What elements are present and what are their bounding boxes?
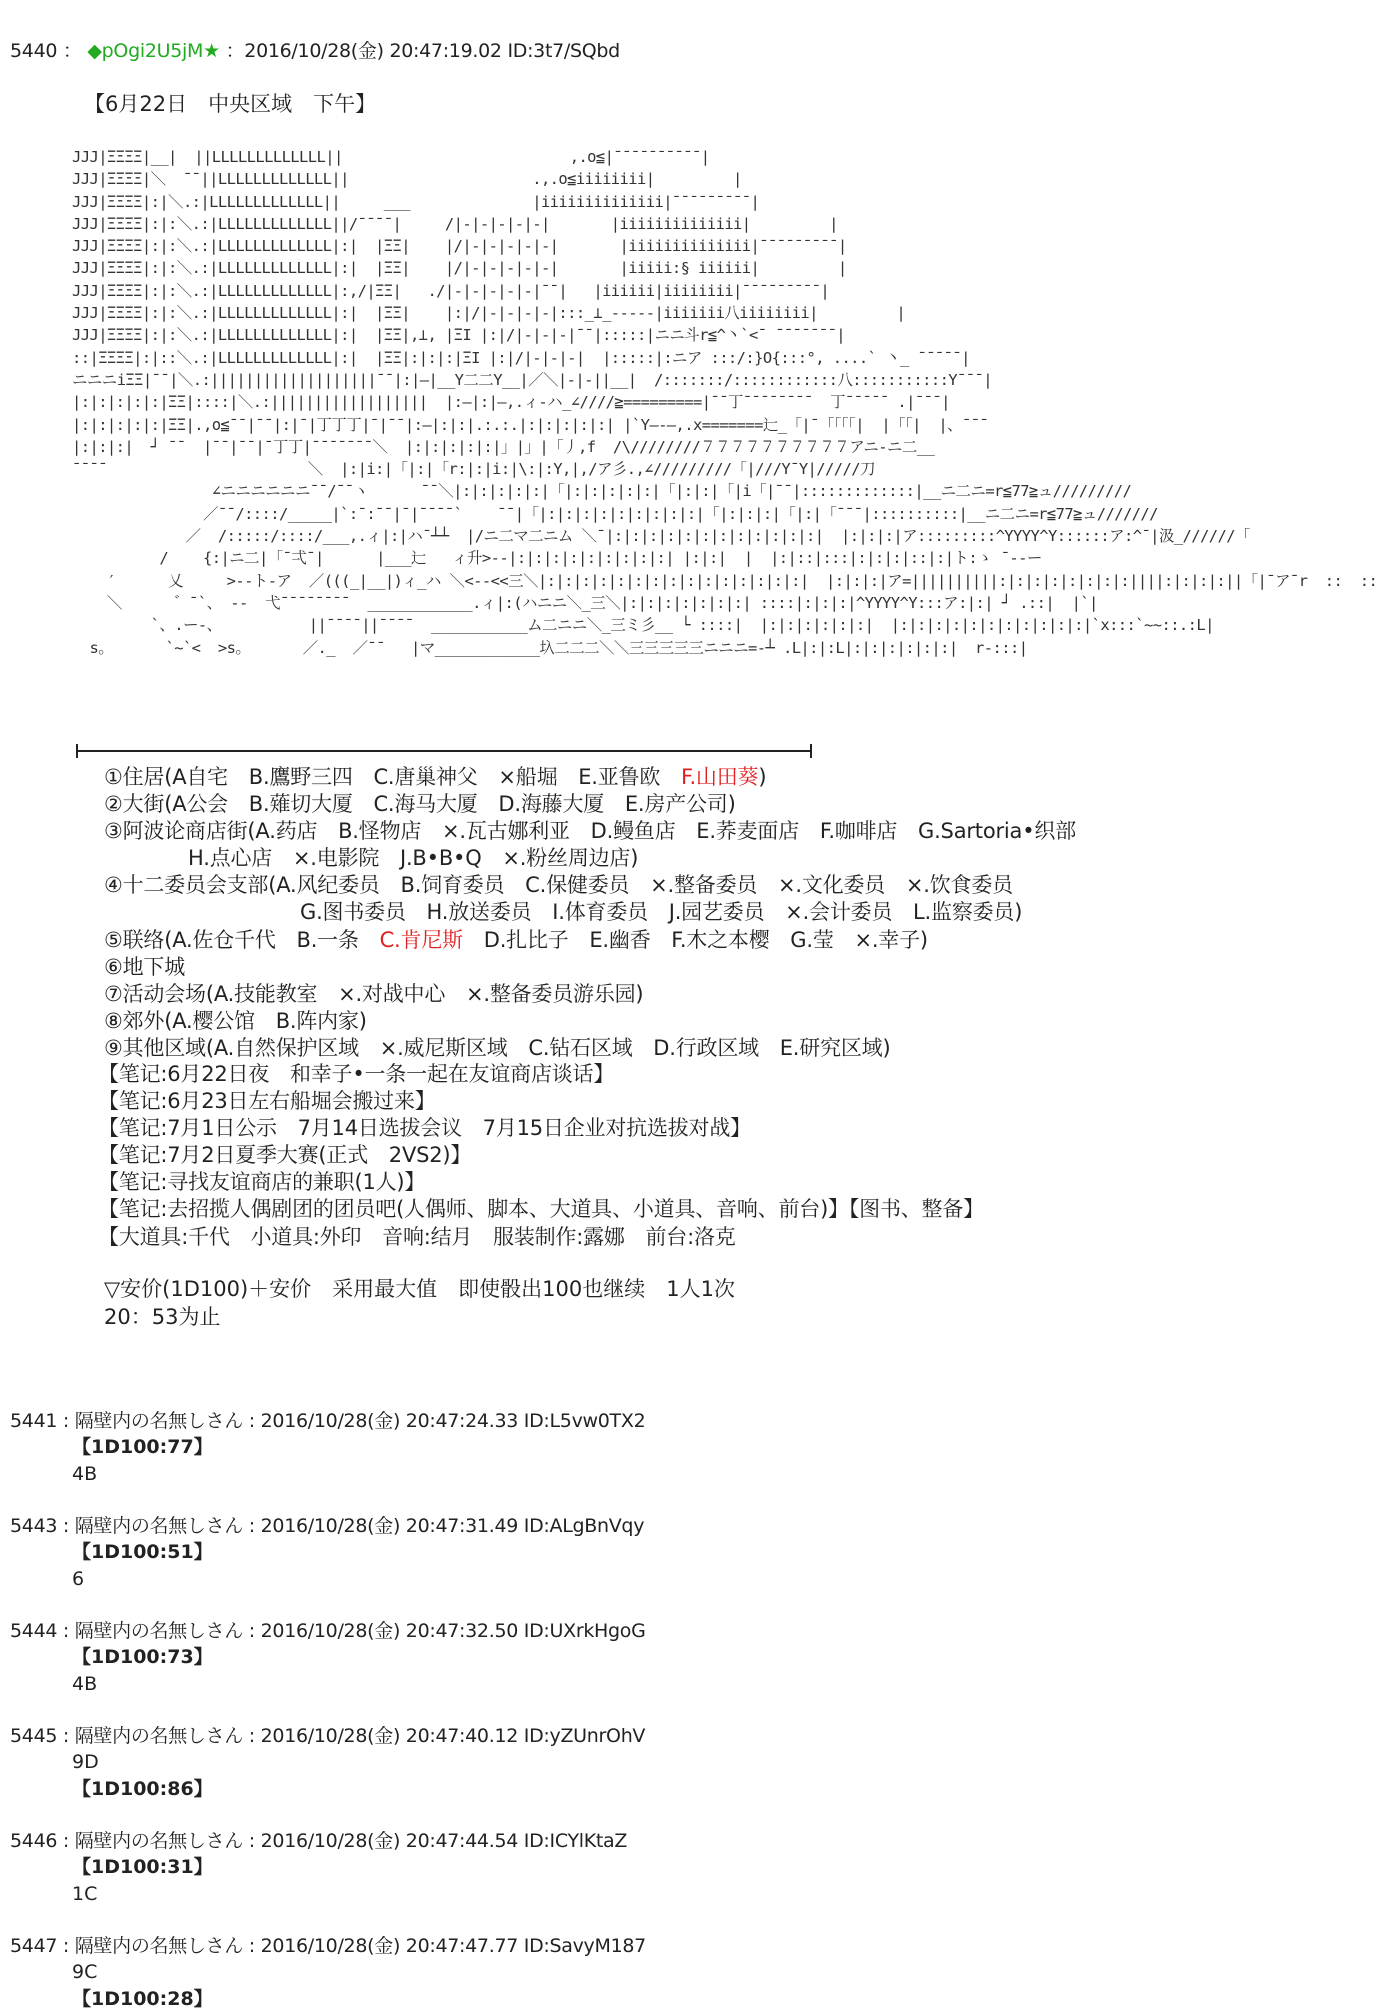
dice-result: 【1D100:28】 bbox=[72, 1988, 213, 2010]
reply-text: 4B bbox=[72, 1673, 98, 1695]
menu-text: H.点心店 ×.电影院 J.B•B•Q ×.粉丝周边店) bbox=[188, 846, 639, 871]
menu-line bbox=[104, 764, 1076, 791]
scene-title: 【6月22日 中央区域 下午】 bbox=[84, 92, 377, 116]
menu-line bbox=[104, 872, 1076, 899]
reply-header[interactable]: 5447 : 隔壁内の名無しさん : 2016/10/28(金) 20:47:47.77 ID:SavyM187 bbox=[10, 1935, 646, 1957]
menu-text: ⑨其他区域(A.自然保护区域 ×.威尼斯区域 C.钻石区域 D.行政区域 E.研究区域) bbox=[104, 1035, 891, 1060]
menu-text: ②大街(A公会 B.薙切大厦 C.海马大厦 D.海藤大厦 E.房产公司) bbox=[104, 792, 736, 817]
post-number[interactable]: 5440 bbox=[10, 40, 58, 62]
reply-post bbox=[10, 1618, 646, 1698]
menu-line bbox=[104, 981, 1076, 1008]
menu-text: ①住居(A自宅 B.鷹野三四 C.唐巢神父 ×船堀 E.亚鲁欧 bbox=[104, 765, 681, 789]
menu-text: ③阿波论商店街(A.药店 B.怪物店 ×.瓦古娜利亚 D.鳗鱼店 E.荞麦面店 F.咖啡店 G.Sartoria•织部 bbox=[104, 819, 1076, 844]
menu-text: ⑤联络(A.佐仓千代 B.一条 bbox=[104, 927, 380, 952]
notes-list bbox=[98, 1061, 984, 1251]
prompt-line: 20：53为止 bbox=[104, 1304, 221, 1329]
note-line: 【笔记:寻找友谊商店的兼职(1人)】 bbox=[98, 1170, 426, 1195]
menu-text: D.扎比子 E.幽香 F.木之本樱 G.莹 ×.幸子) bbox=[462, 927, 928, 952]
reply-header[interactable]: 5445 : 隔壁内の名無しさん : 2016/10/28(金) 20:47:40.12 ID:yZUnrOhV bbox=[10, 1725, 646, 1747]
op-post-header bbox=[10, 38, 620, 64]
reply-header[interactable]: 5441 : 隔壁内の名無しさん : 2016/10/28(金) 20:47:24.33 ID:L5vw0TX2 bbox=[10, 1410, 646, 1432]
menu-line bbox=[104, 1008, 1076, 1035]
dice-result: 【1D100:51】 bbox=[72, 1541, 213, 1563]
post-meta: ：2016/10/28(金) 20:47:19.02 ID:3t7/SQbd bbox=[225, 40, 620, 62]
dice-result: 【1D100:73】 bbox=[72, 1646, 213, 1668]
menu-text: ④十二委员会支部(A.风纪委员 B.饲育委员 C.保健委员 ×.整备委员 ×.文化委员 ×.饮食委员 bbox=[104, 873, 1013, 898]
reply-post bbox=[10, 1933, 646, 2013]
menu-line bbox=[104, 927, 1076, 954]
menu-line bbox=[104, 818, 1076, 845]
reply-post bbox=[10, 1513, 644, 1593]
reply-header[interactable]: 5444 : 隔壁内の名無しさん : 2016/10/28(金) 20:47:32.50 ID:UXrkHgoG bbox=[10, 1620, 646, 1642]
menu-highlight: C.肯尼斯 bbox=[379, 927, 463, 952]
dice-result: 【1D100:31】 bbox=[72, 1856, 213, 1878]
timeline-divider bbox=[76, 744, 812, 758]
reply-text: 4B bbox=[72, 1463, 98, 1485]
dice-result: 【1D100:86】 bbox=[72, 1778, 213, 1800]
vote-prompt bbox=[104, 1276, 735, 1331]
reply-header[interactable]: 5443 : 隔壁内の名無しさん : 2016/10/28(金) 20:47:31.49 ID:ALgBnVqy bbox=[10, 1515, 645, 1537]
reply-text: 9D bbox=[72, 1751, 99, 1773]
menu-text: ⑥地下城 bbox=[104, 954, 186, 979]
menu-text: ⑧郊外(A.樱公馆 B.阵内家) bbox=[104, 1008, 367, 1033]
menu-text: ) bbox=[758, 765, 767, 789]
dice-result: 【1D100:77】 bbox=[72, 1436, 213, 1458]
note-line: 【笔记:7月1日公示 7月14日选拔会议 7月15日企业对抗选拔对战】 bbox=[98, 1116, 751, 1141]
note-line: 【笔记:6月22日夜 和幸子•一条一起在友谊商店谈话】 bbox=[98, 1062, 615, 1086]
ascii-art-cityscape: JJJ|ΞΞΞΞ|__| ||LLLLLLLLLLLLL|| ,.ο≦|¯¯¯¯¯¯¯¯¯¯| JJJ|ΞΞΞΞ|＼ ¯¯||LLLLLLLLLLLLL|| .,.ο≦iiiiiiii| | JJJ|ΞΞΞΞ|:|＼.:|LLLLLLLLLLLLL|| ___ |iiiiiiiiiiiiii|¯¯¯¯¯¯¯¯¯| JJJ|ΞΞΞΞ|:|:＼.:|LLLLLLLLLLLLL||/¯¯¯¯| /|-|-|-|-|-| |iiiiiiiiiiiiii| | JJJ|ΞΞΞΞ|:|:＼.:|LLLLLLLLLLLLL|:| |ΞΞ| |/|-|-|-|-|-| |iiiiiiiiiiiiii|¯¯¯¯¯¯¯¯¯| JJJ|ΞΞΞΞ|:|:＼.:|LLLLLLLLLLLLL|:| |ΞΞ| |/|-|-|-|-|-| |iiiii:§ iiiiii| | JJJ|ΞΞΞΞ|:|:＼.:|LLLLLLLLLLLLL|:,/|ΞΞ| ./|-|-|-|-|-|¯¯| |iiiiii|iiiiiiii|¯¯¯¯¯¯¯¯¯| JJJ|ΞΞΞΞ|:|:＼.:|LLLLLLLLLLLLL|:| |ΞΞ| |:|/|-|-|-|-|:::_⊥_-----|iiiiiii八iiiiiiii| | JJJ|ΞΞΞΞ|:|:＼.:|LLLLLLLLLLLLL|:| |ΞΞ|,⊥, |ΞI |:|/|-|-|-|¯¯|:::::|ニニ斗r≦^丶`<¯ ¯¯¯¯¯¯¯| ::|ΞΞΞΞ|:|::＼.:|LLLLLLLLLLLLL|:| |ΞΞ|:|:|:|ΞI |:|/|-|-|-| |:::::|:ニア :::/:}O{:::°, ....` 丶_ ¯¯¯¯¯| ニニニiΞΞ|¯¯|＼.:|||||||||||||||||||¯¯|:|―|__Y二二Y__|／＼|-|-||__| /:::::::/::::::::::::八:::::::::::Y¯¯¯| |:|:|:|:|:|ΞΞ|::::|＼.:|||||||||||||||||| |:―|:|―,.ィ-ハ_∠////≧=========|¯¯丁¯¯¯¯¯¯¯¯ 丁¯¯¯¯¯ .|¯¯¯| |:|:|:|:|:|ΞΞ|.,ο≦¯¯|¯¯|:|¯|丁丁丁|¯|¯¯|:―|:|:|.:.:.|:|:|:|:|:| |`Y―-―,.x=======辷_「|¯「「「「| |「「| |、¯¯¯ |:|:|:| ┘ ¯¯ |¯¯|¯¯|¯丁丁|¯¯¯¯¯¯¯＼ |:|:|:|:|:|」|」|「丿,f /\////////７７７７７７７７７７アニ-ニ二__ ¯¯¯¯ ＼ |:|i:|「|:|「r:|:|i:|\:|:Y,|,/ア彡.,∠/////////「|///Y¯Y|/////刀 ∠ニニニニニニ¯¯/¯¯ヽ ¯¯＼|:|:|:|:|:|「|:|:|:|:|:|「|:|:|「|i「|¯¯|:::::::::::::|__ニ二ニ=r≦77≧ュ///////// ／¯¯/::::/_____|`:¯:¯¯|¯|¯¯¯¯` ¯¯|「|:|:|:|:|:|:|:|:|:|「|:|:|:|「|:|「¯¯¯|::::::::::|__ニ二ニ=r≦77≧ュ/////// ／ /:::::/::::/___,.ィ|:|ハ¯┴┴ |/ニ二マ二ニム ＼¯|:|:|:|:|:|:|:|:|:|:|:|:| |:|:|:|ア:::::::::^YYYY^Y::::::ア:^¯|汲_//////「 / {:|ニ二|「¯弌¯| |___辷 ィ升>--|:|:|:|:|:|:|:|:|:| |:|:| | |:|::|:::|:|:|:|::|:|ト:ゝ ¯--ー ′ 乂 >--ト-ア ／(((_|__|)ィ_ハ ＼<--<<三＼|:|:|:|:|:|:|:|:|:|:|:|:|:|:|:| |:|:|:|ア=||||||||||:|:|:|:|:|:|:|:||||:|:|:|:||「|¯ア¯r :: :: ＼ ゛¯`、 -- 弋¯¯¯¯¯¯¯¯ ____________.ィ|:(ハニニ＼_三＼|:|:|:|:|:|:|:| ::::|:|:|:|^YYYY^Y:::ア:|:| ┘ .::| |`| `、.ー-、 ||¯¯¯¯||¯¯¯¯ ___________ム二ニニ＼_三ミ彡__ └ ::::| |:|:|:|:|:|:| |:|:|:|:|:|:|:|:|:|:|:|`x:::`~~::.:L| s。 `~`< >s。 ／._ ／¯¯ |マ____________圦二二二＼＼三三三三三ニニニ=‐┴ .L|:|:L|:|:|:|:|:|:| r-:::| bbox=[72, 148, 1377, 657]
reply-text: 6 bbox=[72, 1568, 85, 1590]
menu-text: G.图书委员 H.放送委员 I.体育委员 J.园艺委员 ×.会计委员 L.监察委员) bbox=[300, 900, 1023, 925]
reply-text: 9C bbox=[72, 1961, 98, 1983]
reply-post bbox=[10, 1723, 645, 1803]
reply-text: 1C bbox=[72, 1883, 98, 1905]
reply-header[interactable]: 5446 : 隔壁内の名無しさん : 2016/10/28(金) 20:47:44.54 ID:ICYlKtaZ bbox=[10, 1830, 628, 1852]
note-line: 【大道具:千代 小道具:外印 音响:结月 服装制作:露娜 前台:洛克 bbox=[98, 1224, 736, 1249]
menu-line bbox=[104, 899, 1076, 926]
menu-text: ⑦活动会场(A.技能教室 ×.对战中心 ×.整备委员游乐园) bbox=[104, 981, 644, 1006]
reply-post bbox=[10, 1828, 627, 1908]
menu-highlight: F.山田葵 bbox=[680, 765, 759, 789]
header-separator: ： bbox=[62, 40, 82, 62]
poster-trip: ◆pOgi2U5jM★ bbox=[87, 40, 220, 62]
note-line: 【笔记:7月2日夏季大赛(正式 2VS2)】 bbox=[98, 1143, 472, 1168]
menu-line bbox=[104, 1035, 1076, 1062]
menu-line bbox=[104, 791, 1076, 818]
note-line: 【笔记:去招揽人偶剧团的团员吧(人偶师、脚本、大道具、小道具、音响、前台)】【图书、整备】 bbox=[98, 1197, 984, 1222]
menu-line bbox=[104, 954, 1076, 981]
note-line: 【笔记:6月23日左右船堀会搬过来】 bbox=[98, 1089, 436, 1114]
prompt-line: ▽安价(1D100)＋安价 采用最大值 即使骰出100也继续 1人1次 bbox=[104, 1277, 735, 1301]
reply-post bbox=[10, 1408, 645, 1488]
location-menu bbox=[104, 764, 1076, 1062]
menu-line bbox=[104, 845, 1076, 872]
